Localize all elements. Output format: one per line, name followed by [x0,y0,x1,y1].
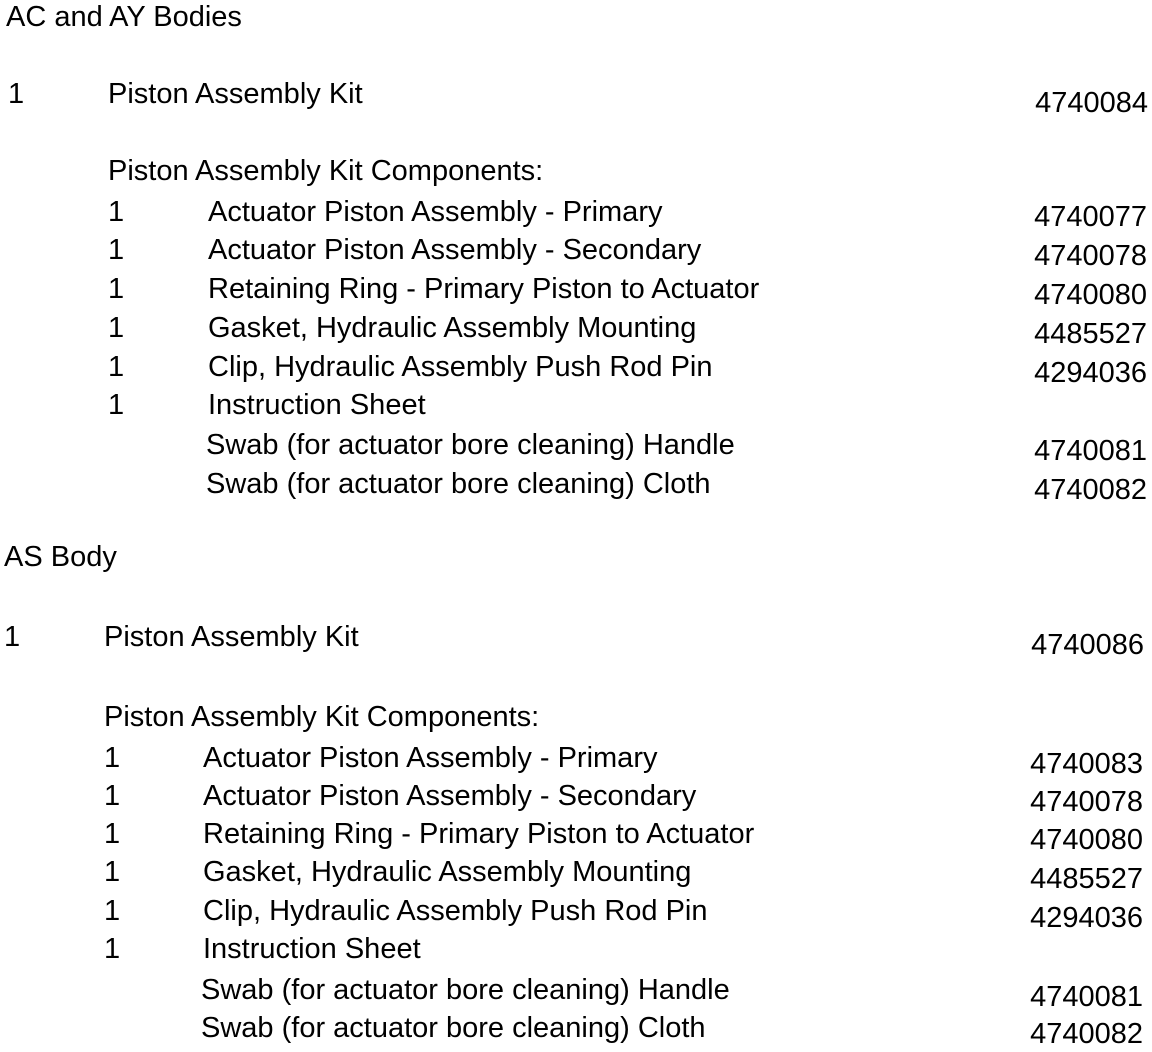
item-qty: 1 [108,273,125,305]
item-qty: 1 [104,818,121,850]
item-qty: 1 [108,351,125,383]
item-part-number: 4740078 [1030,786,1143,818]
item-part-number: 4740078 [1034,240,1147,272]
components-heading: Piston Assembly Kit Components: [108,155,544,187]
components-heading: Piston Assembly Kit Components: [104,701,540,733]
item-description: Swab (for actuator bore cleaning) Cloth [206,468,711,500]
item-qty: 1 [104,780,121,812]
item-qty: 1 [108,312,125,344]
item-description: Retaining Ring - Primary Piston to Actuator [208,273,760,305]
item-description: Swab (for actuator bore cleaning) Handle [201,974,730,1006]
item-description: Clip, Hydraulic Assembly Push Rod Pin [208,351,713,383]
kit-qty: 1 [8,78,25,110]
item-qty: 1 [104,895,121,927]
item-part-number: 4740082 [1030,1018,1143,1050]
item-part-number: 4294036 [1034,357,1147,389]
item-part-number: 4740077 [1034,201,1147,233]
item-qty: 1 [104,742,121,774]
section-heading: AS Body [4,541,117,573]
item-qty: 1 [108,196,125,228]
item-part-number: 4485527 [1030,863,1143,895]
item-part-number: 4740080 [1030,824,1143,856]
item-description: Instruction Sheet [208,389,426,421]
item-description: Actuator Piston Assembly - Secondary [203,780,697,812]
item-description: Retaining Ring - Primary Piston to Actuator [203,818,755,850]
kit-part-number: 4740086 [1031,629,1144,661]
item-part-number: 4294036 [1030,902,1143,934]
item-description: Swab (for actuator bore cleaning) Cloth [201,1012,706,1044]
item-description: Swab (for actuator bore cleaning) Handle [206,429,735,461]
section-heading: AC and AY Bodies [6,1,242,33]
item-qty: 1 [104,856,121,888]
item-part-number: 4740083 [1030,748,1143,780]
item-description: Gasket, Hydraulic Assembly Mounting [203,856,692,888]
item-description: Actuator Piston Assembly - Primary [203,742,658,774]
item-qty: 1 [104,933,121,965]
kit-name: Piston Assembly Kit [104,621,359,653]
item-qty: 1 [108,389,125,421]
kit-name: Piston Assembly Kit [108,78,363,110]
item-description: Actuator Piston Assembly - Secondary [208,234,702,266]
item-description: Actuator Piston Assembly - Primary [208,196,663,228]
item-description: Gasket, Hydraulic Assembly Mounting [208,312,697,344]
item-part-number: 4485527 [1034,318,1147,350]
item-part-number: 4740082 [1034,474,1147,506]
kit-part-number: 4740084 [1035,87,1148,119]
item-part-number: 4740081 [1034,435,1147,467]
item-part-number: 4740081 [1030,981,1143,1013]
kit-qty: 1 [4,621,21,653]
item-description: Clip, Hydraulic Assembly Push Rod Pin [203,895,708,927]
item-part-number: 4740080 [1034,279,1147,311]
item-description: Instruction Sheet [203,933,421,965]
item-qty: 1 [108,234,125,266]
